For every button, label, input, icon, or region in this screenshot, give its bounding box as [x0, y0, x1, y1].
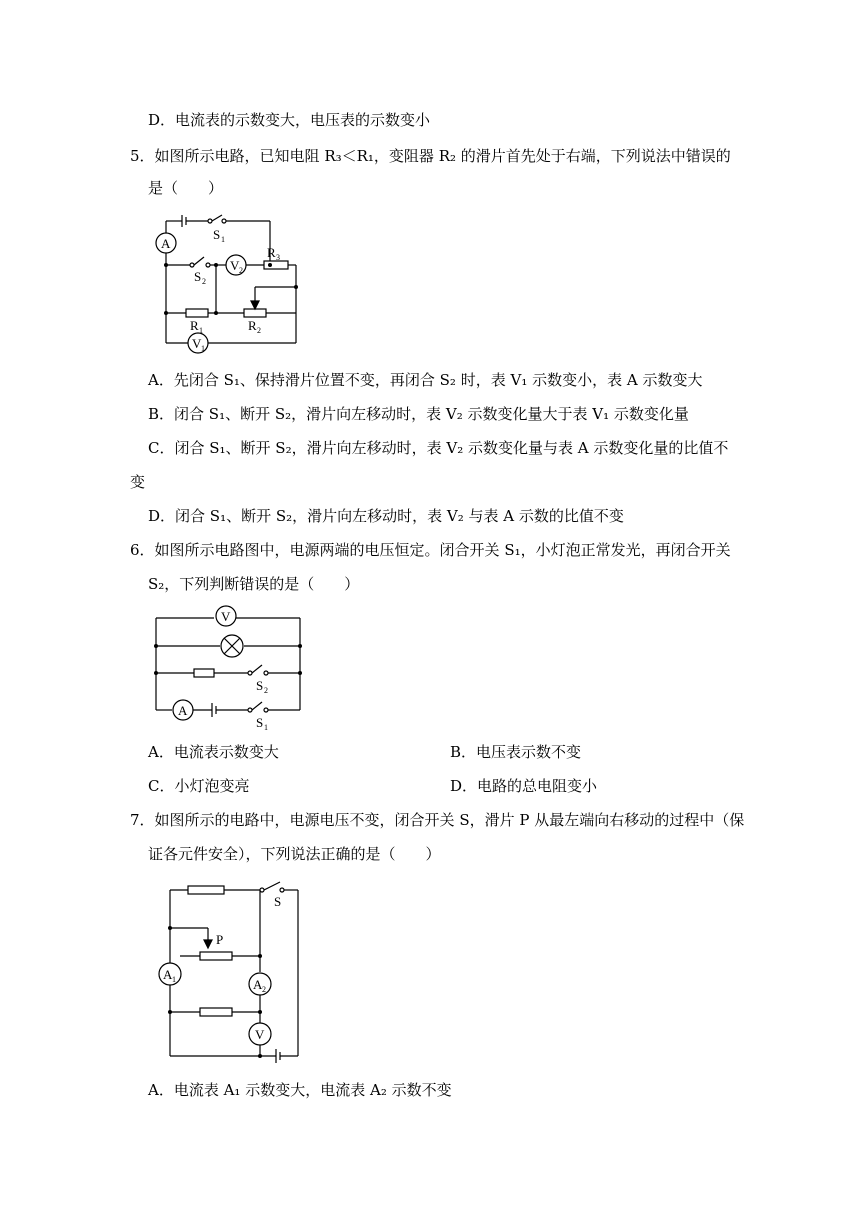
q5-r2-sub: 2 — [257, 326, 261, 335]
q7-option-a: A．电流表 A₁ 示数变大，电流表 A₂ 示数不变 — [148, 1081, 452, 1099]
q5-v2-label: V — [230, 258, 240, 273]
q6-option-b: B．电压表示数不变 — [450, 743, 582, 761]
q6-s2-sub: 2 — [264, 686, 268, 695]
q5-s1-sub: 1 — [221, 235, 225, 244]
q5-r2-label: R — [248, 318, 257, 333]
q5-option-b: B．闭合 S₁、断开 S₂，滑片向左移动时，表 V₂ 示数变化量大于表 V₁ 示数变化量 — [148, 405, 689, 423]
q5-option-c-line2: 变 — [130, 473, 146, 491]
q7-stem-line1: 7．如图所示的电路中，电源电压不变，闭合开关 S，滑片 P 从最左端向右移动的过程中（保 — [130, 811, 745, 829]
q4-option-d: D．电流表的示数变大，电压表的示数变小 — [148, 111, 431, 129]
q6-voltmeter-label: V — [221, 609, 231, 624]
q5-v1-label: V — [192, 336, 202, 351]
q7-s-label: S — [274, 894, 282, 909]
q5-r1-label: R — [190, 318, 199, 333]
q6-ammeter-label: A — [178, 703, 188, 718]
q5-circuit-diagram — [150, 205, 310, 360]
q7-a1-sub: 1 — [172, 975, 176, 984]
q5-option-c-line1: C．闭合 S₁、断开 S₂，滑片向左移动时，表 V₂ 示数变化量与表 A 示数变化量的比值不 — [148, 439, 729, 457]
q6-option-a: A．电流表示数变大 — [148, 743, 279, 761]
q6-s1-sub: 1 — [264, 723, 268, 732]
q6-circuit-diagram — [150, 602, 310, 734]
q5-option-a: A．先闭合 S₁、保持滑片位置不变，再闭合 S₂ 时，表 V₁ 示数变小，表 A 示数变大 — [148, 371, 703, 389]
q5-s1-label: S — [213, 227, 221, 242]
q5-r1-sub: 1 — [199, 326, 203, 335]
q7-a1-label: A — [163, 967, 173, 982]
q6-option-d: D．电路的总电阻变小 — [450, 777, 598, 795]
q5-stem-line2: 是（ ） — [148, 179, 224, 197]
q5-s2-sub: 2 — [202, 277, 206, 286]
q6-stem-line1: 6．如图所示电路图中，电源两端的电压恒定。闭合开关 S₁，小灯泡正常发光，再闭合开关 — [130, 541, 731, 559]
q7-p-label: P — [216, 932, 224, 947]
q6-s1-label: S — [256, 715, 264, 730]
q5-stem-line1: 5．如图所示电路，已知电阻 R₃＜R₁，变阻器 R₂ 的滑片首先处于右端，下列说法中错误的 — [130, 147, 731, 165]
q5-r3-label: R — [267, 245, 276, 260]
q7-a2-sub: 2 — [262, 985, 266, 994]
q7-stem-line2: 证各元件安全），下列说法正确的是（ ） — [148, 845, 441, 863]
q6-option-c: C．小灯泡变亮 — [148, 777, 250, 795]
q5-r3-sub: 3 — [276, 253, 280, 262]
q6-stem-line2: S₂，下列判断错误的是（ ） — [148, 575, 360, 593]
q7-circuit-diagram — [150, 876, 310, 1066]
q7-voltmeter-label: V — [255, 1027, 265, 1042]
q5-v2-sub: 2 — [239, 266, 243, 275]
q5-s2-label: S — [194, 269, 202, 284]
q6-s2-label: S — [256, 678, 264, 693]
q7-a2-label: A — [253, 977, 263, 992]
q5-ammeter-label: A — [161, 236, 171, 251]
q5-v1-sub: 1 — [201, 344, 205, 353]
q5-option-d: D．闭合 S₁、断开 S₂，滑片向左移动时，表 V₂ 与表 A 示数的比值不变 — [148, 507, 624, 525]
